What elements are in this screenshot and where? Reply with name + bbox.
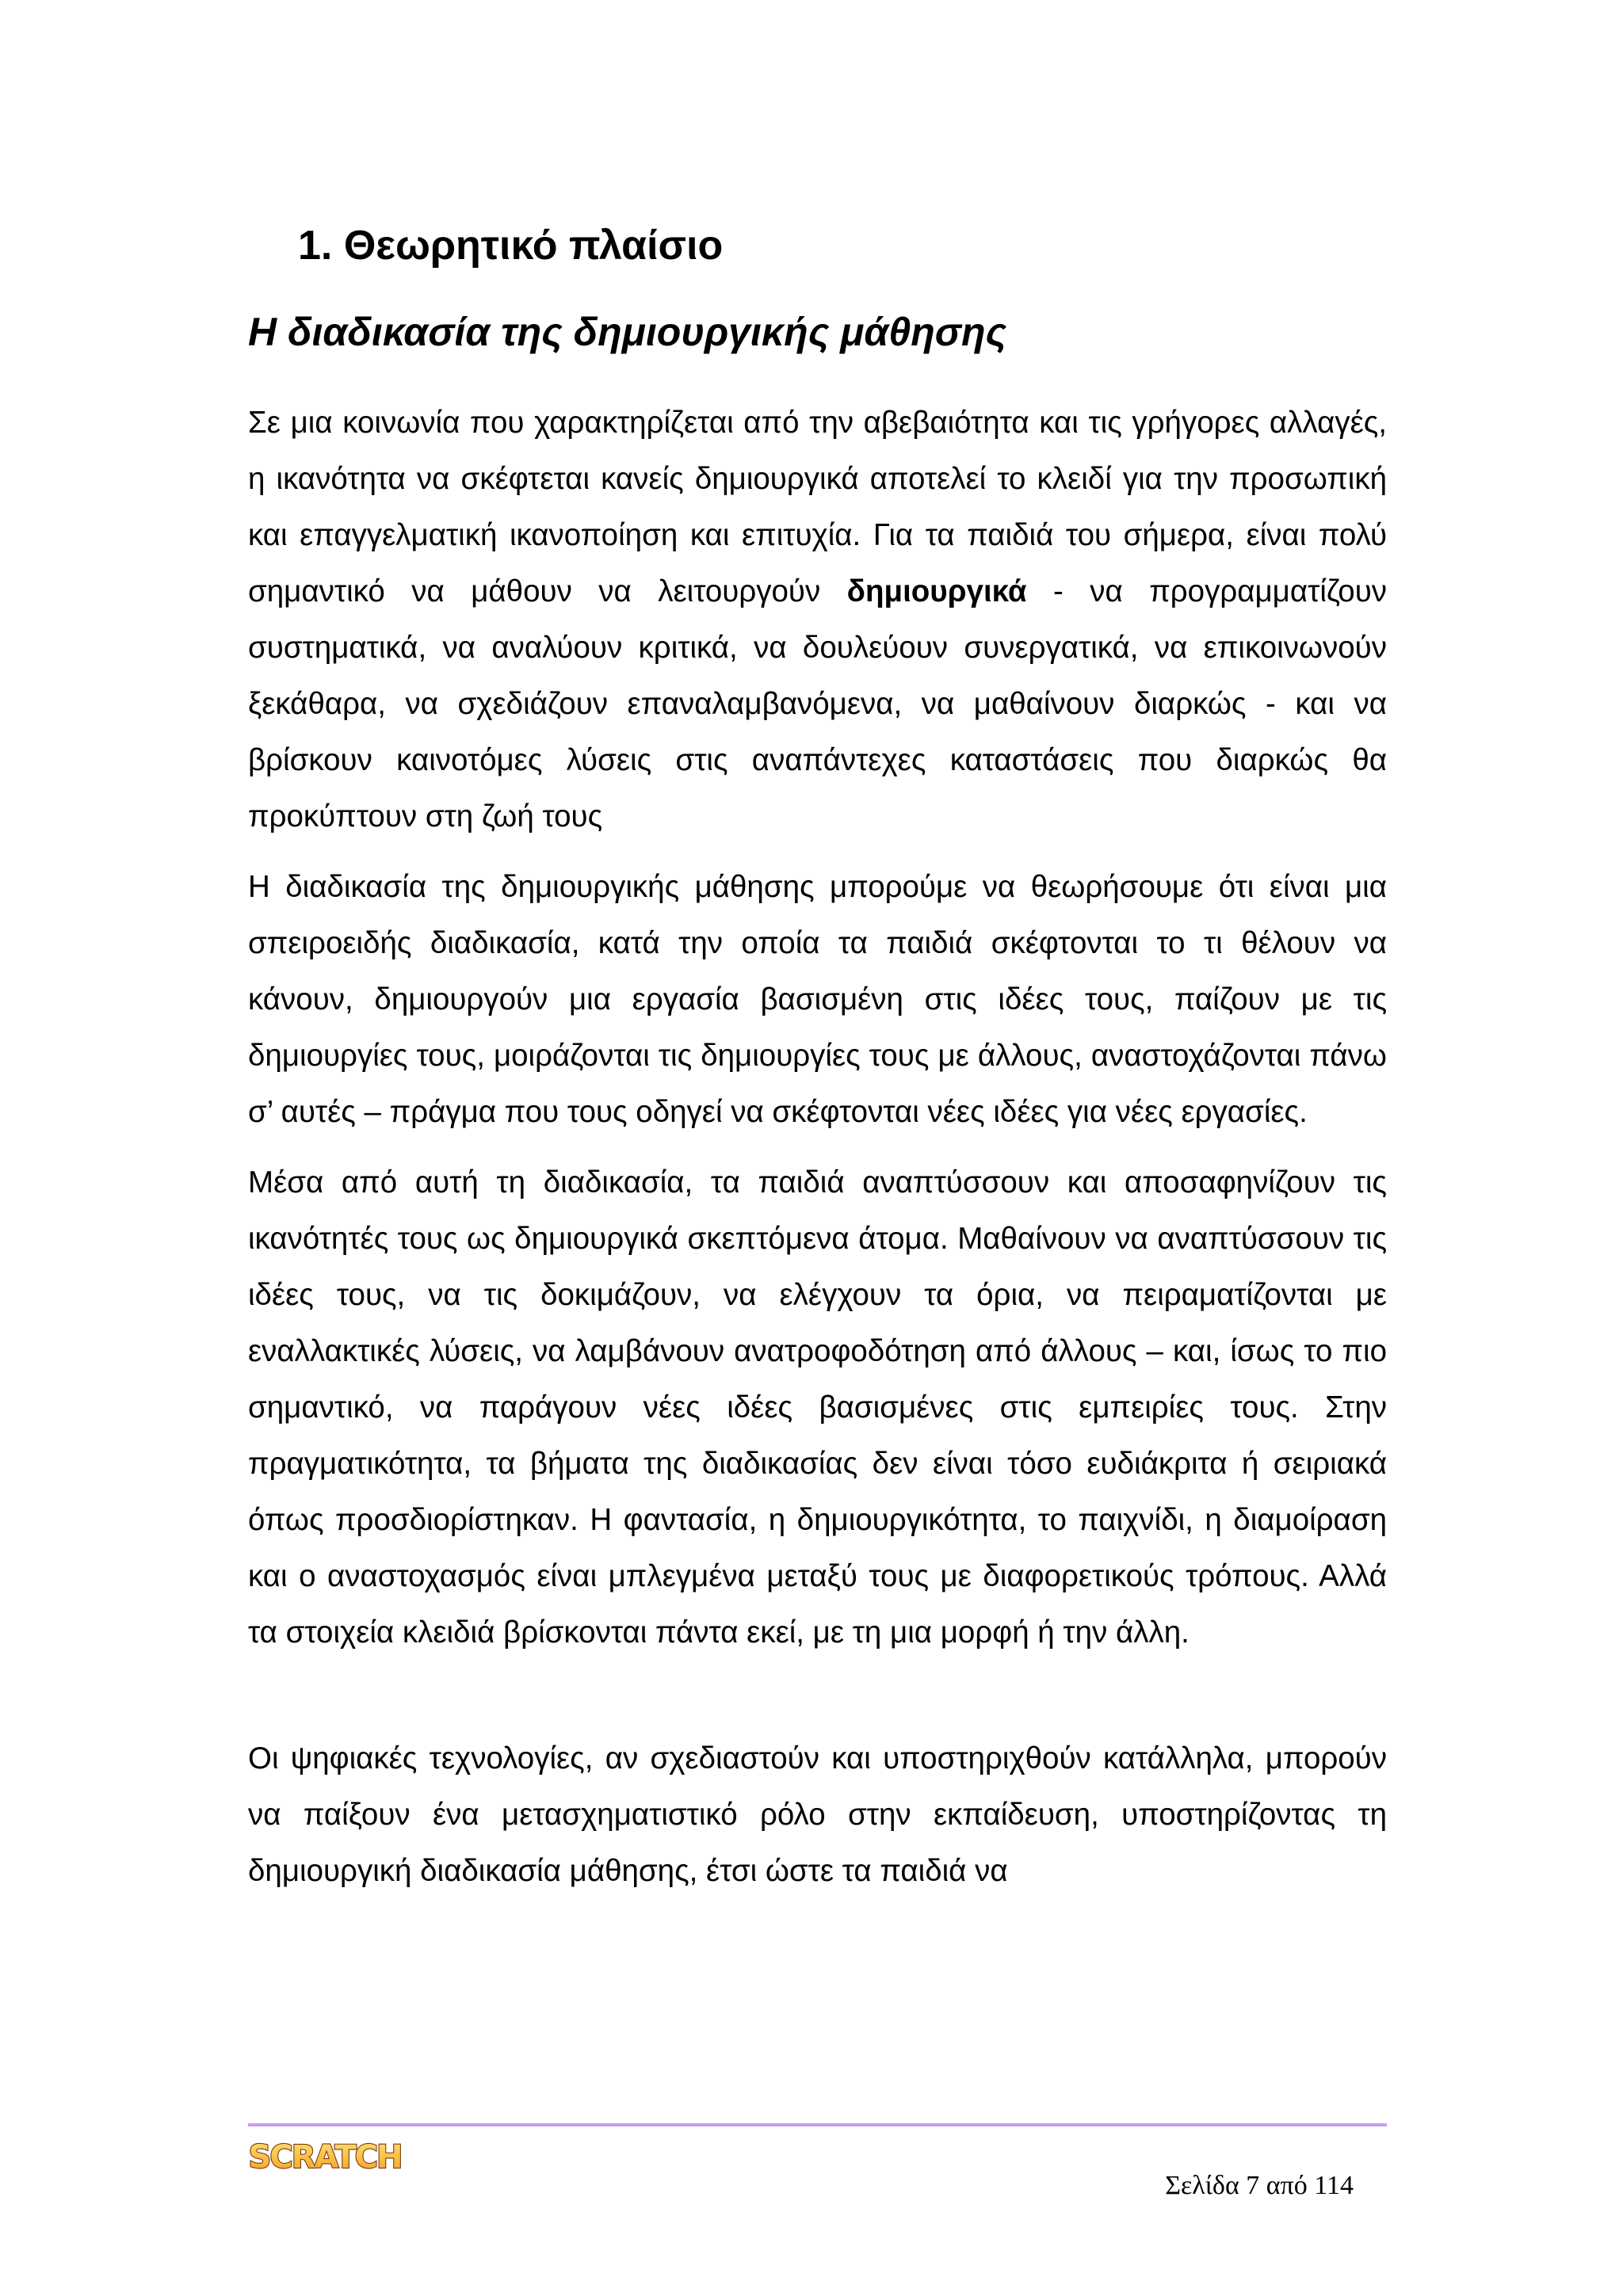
section-heading: 1. Θεωρητικό πλαίσιο <box>298 223 724 269</box>
paragraph-4: Οι ψηφιακές τεχνολογίες, αν σχεδιαστούν και υποστηριχθούν κατάλληλα, μπορούν να παίξουν ένα μετασχηματιστικό ρόλο στην εκπαίδευση, υποστηρίζοντας τη δημιουργική διαδικασία μάθησης, έτσι ώστε τα παιδιά να <box>248 1741 1387 1888</box>
body-text <box>248 395 1387 1899</box>
scratch-logo <box>248 2133 402 2177</box>
paragraph-3: Μέσα από αυτή τη διαδικασία, τα παιδιά αναπτύσσουν και αποσαφηνίζουν τις ικανότητές τους ως δημιουργικά σκεπτόμενα άτομα. Μαθαίνουν να αναπτύσσουν τις ιδέες τους, να τις δοκιμάζουν, να ελέγχουν τα όρια, να πειραματίζονται με εναλλακτικές λύσεις, να λαμβάνουν ανατροφοδότηση από άλλους – και, ίσως το πιο σημαντικό, να παράγουν νέες ιδέες βασισμένες στις εμπειρίες τους. Στην πραγματικότητα, τα βήματα της διαδικασίας δεν είναι τόσο ευδιάκριτα ή σειριακά όπως προσδιορίστηκαν. Η φαντασία, η δημιουργικότητα, το παιχνίδι, η διαμοίραση και ο αναστοχασμός είναι μπλεγμένα μεταξύ τους με διαφορετικούς τρόπους. Αλλά τα στοιχεία κλειδιά βρίσκονται πάντα εκεί, με τη μια μορφή ή την άλλη. <box>248 1165 1387 1650</box>
paragraph-1-text-end: - να προγραμματίζουν συστηματικά, να αναλύουν κριτικά, να δουλεύουν συνεργατικά, να επικοινωνούν ξεκάθαρα, να σχεδιάζουν επαναλαμβανόμενα, να μαθαίνουν διαρκώς - και να βρίσκουν καινοτόμες λύσεις στις αναπάντεχες καταστάσεις που διαρκώς θα προκύπτουν στη ζωή τους <box>248 574 1387 833</box>
paragraph-1-text-start: Σε μια κοινωνία που χαρακτηρίζεται από την αβεβαιότητα και τις γρήγορες αλλαγές, η ικανότητα να σκέφτεται κανείς δημιουργικά αποτελεί το κλειδί για την προσωπική και επαγγελματική ικανοποίηση και επιτυχία. Για τα παιδιά του σήμερα, είναι πολύ σημαντικό να μάθουν να λειτουργούν <box>248 406 1387 608</box>
paragraph-1-bold-word: δημιουργικά <box>846 574 1027 608</box>
section-subheading: Η διαδικασία της δημιουργικής μάθησης <box>248 310 1007 354</box>
paragraph-2: Η διαδικασία της δημιουργικής μάθησης μπορούμε να θεωρήσουμε ότι είναι μια σπειροειδής διαδικασία, κατά την οποία τα παιδιά σκέφτονται το τι θέλουν να κάνουν, δημιουργούν μια εργασία βασισμένη στις ιδέες τους, παίζουν με τις δημιουργίες τους, μοιράζονται τις δημιουργίες τους με άλλους, αναστοχάζονται πάνω σ’ αυτές – πράγμα που τους οδηγεί να σκέφτονται νέες ιδέες για νέες εργασίες. <box>248 870 1387 1129</box>
paragraph-1 <box>248 395 1387 845</box>
page-number: Σελίδα 7 από 114 <box>1165 2171 1354 2200</box>
footer-rule <box>248 2123 1387 2126</box>
svg-text:SCRATCH: SCRATCH <box>248 2139 402 2176</box>
